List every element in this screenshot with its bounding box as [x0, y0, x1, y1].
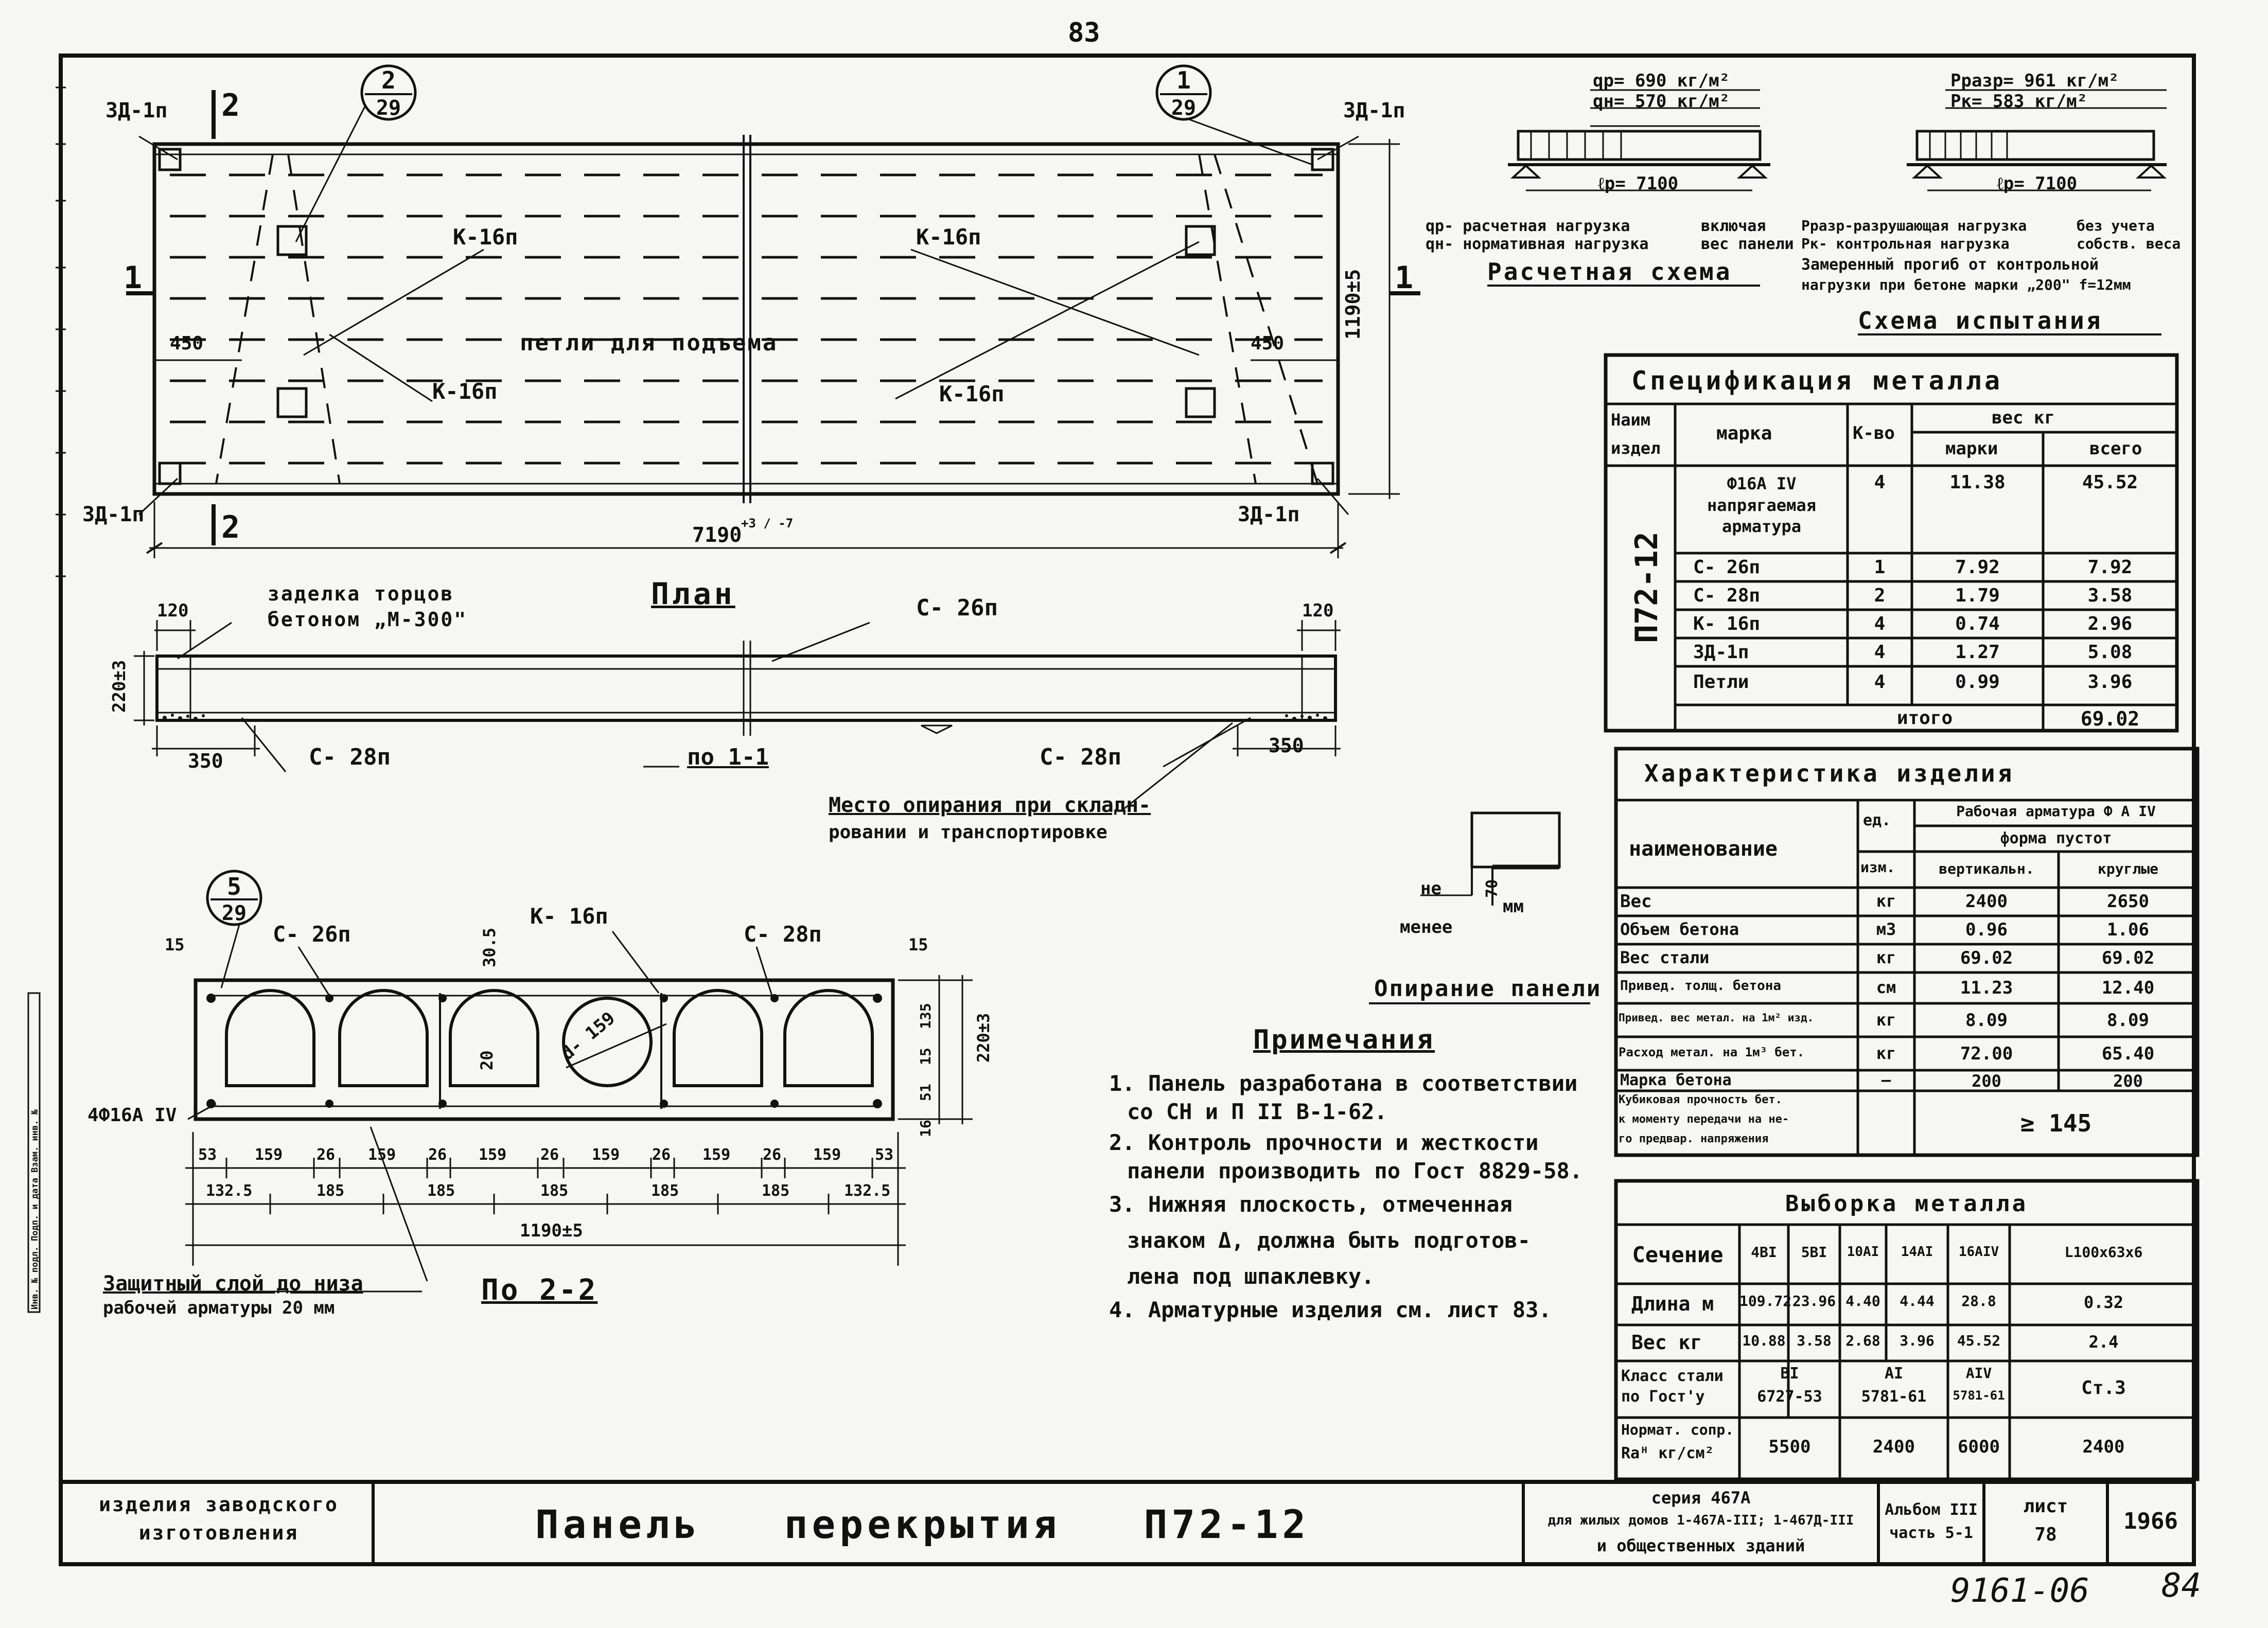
dim-185-3: 185	[540, 1182, 569, 1200]
bottom-page-number: 84	[2161, 1567, 2202, 1605]
dim-159-6: 159	[813, 1146, 841, 1164]
c28-label-right: С- 28п	[1040, 744, 1121, 770]
spec-qty: 2	[1874, 585, 1886, 606]
spec-qty: 4	[1874, 642, 1886, 663]
bottom-reference: 9161-06	[1950, 1572, 2089, 1610]
dim-20: 20	[477, 1050, 497, 1070]
note-line-1: 1. Панель разработана в соответствии	[1109, 1071, 1578, 1096]
note-line-3: 2. Контроль прочности и жесткости	[1109, 1130, 1539, 1155]
note-line-4: панели производить по Гост 8829-58.	[1127, 1158, 1583, 1183]
steel-norm-3: 6000	[1958, 1437, 2000, 1457]
dim-53-left: 53	[198, 1146, 217, 1164]
dim-26-5: 26	[763, 1146, 782, 1164]
char-h-group-1: Рабочая арматура Ф А IV	[1956, 803, 2156, 820]
steel-length-6: 0.32	[2083, 1293, 2124, 1312]
spec-total: 5.08	[2087, 642, 2133, 663]
spec-h-weight: вес кг	[1992, 408, 2055, 428]
dim-15-left: 15	[165, 935, 185, 954]
char-row-v1: 69.02	[1960, 948, 2013, 968]
spec-weight: 7.92	[1955, 557, 2000, 578]
dim-section22-height: 220±3	[974, 1013, 993, 1063]
calc-note-brace-2: вес панели	[1701, 235, 1794, 253]
notes-title: Примечания	[1253, 1024, 1435, 1055]
test-span-label: ℓр= 7100	[1997, 173, 2078, 194]
test-pr-label: Рразр= 961 кг/м²	[1950, 70, 2119, 91]
spec-h-name-2: издел	[1611, 438, 1661, 458]
calc-qn-label: qн= 570 кг/м²	[1593, 91, 1730, 112]
dim-section-height: 220±3	[109, 660, 130, 713]
dim-350-left: 350	[188, 750, 223, 772]
spec-weight: 0.74	[1955, 613, 2000, 634]
steel-length-2: 23.96	[1792, 1293, 1836, 1310]
char-row-v2: 1.06	[2107, 919, 2149, 940]
c26-label-section11: С- 26п	[916, 595, 998, 621]
steel-table-title: Выборка металла	[1785, 1191, 2029, 1217]
dim-53-right: 53	[875, 1146, 894, 1164]
note-line-8: 4. Арматурные изделия см. лист 83.	[1109, 1297, 1552, 1322]
album-line-2: часть 5-1	[1889, 1524, 1973, 1542]
void-diameter-label: d- 159	[557, 1007, 619, 1065]
steel-class-b1: ВI	[1780, 1365, 1799, 1383]
steel-class-label-1: Класс стали	[1621, 1367, 1724, 1385]
spec-qty: 4	[1874, 671, 1886, 693]
calc-note-brace-1: включая	[1701, 217, 1766, 235]
end-sealing-label-2: бетоном „М-300"	[268, 608, 468, 631]
steel-norm-label-2: Rаᴴ кг/см²	[1621, 1444, 1714, 1462]
top-page-number: 83	[1068, 17, 1100, 48]
steel-class-b1-gost: 6727-53	[1757, 1388, 1822, 1406]
dim-185-2: 185	[427, 1182, 455, 1200]
steel-norm-4: 2400	[2082, 1437, 2125, 1457]
dim-section22-total: 1190±5	[520, 1220, 583, 1241]
plan-view	[126, 66, 1420, 558]
dim-plan-length: 7190	[692, 523, 742, 547]
sheet-label: лист	[2023, 1496, 2068, 1517]
steel-weight-5: 45.52	[1957, 1332, 2001, 1349]
support-note-line-2: ровании и транспортировке	[829, 822, 1107, 843]
factory-line-1: изделия заводского	[99, 1493, 339, 1516]
dim-350-right: 350	[1269, 734, 1304, 757]
note-line-2: со СН и П II В-1-62.	[1127, 1099, 1387, 1124]
note-line-6: знаком Δ, должна быть подготов-	[1127, 1228, 1531, 1253]
test-scheme-title: Схема испытания	[1858, 307, 2103, 334]
test-note-1: Рразр-разрушающая нагрузка	[1801, 217, 2027, 234]
dim-120-right: 120	[1302, 600, 1334, 621]
char-row-v2: 200	[2113, 1071, 2143, 1091]
char-row-v2: 12.40	[2101, 978, 2155, 998]
support-note-line-1: Место опирания при складн-	[829, 793, 1151, 817]
year: 1966	[2123, 1508, 2178, 1534]
test-note-brace-2: собств. веса	[2077, 235, 2181, 252]
char-h-unit-2: изм.	[1860, 859, 1895, 876]
series-line-3: и общественных зданий	[1596, 1536, 1805, 1555]
spec-qty: 1	[1874, 557, 1886, 578]
dim-26-3: 26	[540, 1146, 559, 1164]
support-detail-title: Опирание панели	[1374, 976, 1602, 1002]
dim-15-right: 15	[908, 935, 928, 954]
spec-total: 3.58	[2087, 585, 2133, 606]
spec-h-weight-mark: марки	[1945, 438, 1998, 459]
char-row-name: Вес	[1620, 891, 1652, 912]
steel-class-label-2: по Гост'у	[1621, 1388, 1705, 1406]
steel-weight-label: Вес кг	[1631, 1331, 1702, 1354]
k16-label-1: К-16п	[453, 224, 518, 250]
callout-1-number: 1	[1176, 66, 1191, 94]
steel-weight-2: 3.58	[1797, 1332, 1832, 1349]
dim-159-5: 159	[702, 1146, 731, 1164]
rebar-label-section22: 4Ф16А IV	[87, 1105, 177, 1126]
spec-h-qty: К-во	[1853, 423, 1895, 444]
spec-mark: С- 26п	[1693, 557, 1761, 578]
series-line-2: для жилых домов 1-467А-III; 1-467Д-III	[1548, 1513, 1854, 1528]
dim-26-4: 26	[652, 1146, 671, 1164]
callout-2-number: 2	[381, 66, 396, 94]
char-row-unit: кг	[1876, 1010, 1896, 1030]
steel-col-4bi: 4ВI	[1751, 1244, 1777, 1261]
c28-label-left: С- 28п	[309, 744, 391, 770]
calc-span-label: ℓр= 7100	[1598, 173, 1679, 194]
spec-weight: 1.27	[1955, 642, 2000, 663]
dim-plan-length-tol: +3 / -7	[741, 516, 794, 530]
dim-185-4: 185	[651, 1182, 679, 1200]
anchor-label-tl: 3Д-1п	[106, 99, 168, 122]
support-dim: 70	[1483, 879, 1501, 898]
support-mm: мм	[1503, 896, 1524, 917]
section-mark-1-left: 1	[124, 260, 143, 296]
char-row-unit: —	[1881, 1071, 1891, 1089]
factory-line-2: изготовления	[138, 1521, 299, 1544]
steel-weight-1: 10.88	[1742, 1332, 1786, 1349]
char-row-unit: кг	[1876, 948, 1896, 967]
calc-qp-label: qр= 690 кг/м²	[1593, 70, 1730, 91]
dim-120-left: 120	[157, 600, 189, 621]
spec-h-weight-total: всего	[2089, 438, 2142, 459]
anchor-label-br: 3Д-1п	[1238, 503, 1300, 526]
steel-col-10ai: 10АI	[1847, 1244, 1879, 1260]
char-row-name: Объем бетона	[1620, 919, 1739, 939]
spec-total: 2.96	[2087, 613, 2133, 634]
steel-col-14ai: 14АI	[1901, 1244, 1933, 1260]
char-row-v1: 0.96	[1965, 919, 2008, 940]
k16-label-4: К-16п	[939, 381, 1005, 406]
char-row-v2: 2650	[2107, 891, 2149, 912]
calc-note-2: qн- нормативная нагрузка	[1426, 235, 1649, 253]
steel-norm-label-1: Нормат. сопр.	[1621, 1421, 1734, 1438]
spec-total-label: итого	[1896, 707, 1953, 729]
steel-length-1: 109.72	[1739, 1293, 1792, 1310]
anchor-label-bl: 3Д-1п	[82, 503, 145, 526]
spec-mark: С- 28п	[1693, 585, 1761, 606]
char-table-title: Характеристика изделия	[1644, 759, 2015, 787]
spec-total: 45.52	[2082, 472, 2138, 493]
char-h-unit-1: ед.	[1863, 811, 1891, 829]
dim-132-5-right: 132.5	[844, 1182, 891, 1200]
spec-mark: К- 16п	[1693, 613, 1761, 634]
char-row-v1: 8.09	[1965, 1010, 2008, 1031]
test-scheme-diagram	[1858, 90, 2167, 334]
dim-159-4: 159	[592, 1146, 620, 1164]
char-h-col-vertical: вертикальн.	[1939, 860, 2034, 877]
steel-col-16aiv: 16АIV	[1958, 1244, 1999, 1260]
steel-weight-6: 2.4	[2088, 1332, 2119, 1352]
dim-185-5: 185	[762, 1182, 790, 1200]
steel-class-a4: АIV	[1965, 1365, 1992, 1382]
test-note-2: Рк- контрольная нагрузка	[1801, 235, 2010, 252]
dim-right-135: 135	[917, 1003, 934, 1029]
char-row-unit: см	[1876, 978, 1896, 997]
char-row-unit: кг	[1876, 1043, 1896, 1063]
spec-weight: 0.99	[1955, 671, 2000, 693]
char-last-value: ≥ 145	[2020, 1109, 2092, 1137]
test-pk-label: Рк= 583 кг/м²	[1950, 91, 2088, 112]
dim-right-15: 15	[917, 1048, 934, 1065]
section-2-2-title: По 2-2	[481, 1273, 598, 1307]
char-row-unit: кг	[1876, 891, 1896, 911]
spec-total: 3.96	[2087, 671, 2133, 693]
dim-right-16: 16	[917, 1120, 934, 1137]
dim-right-51: 51	[917, 1084, 934, 1101]
steel-length-4: 4.44	[1900, 1293, 1935, 1310]
steel-class-a4-gost: 5781-61	[1953, 1388, 2005, 1403]
steel-weight-3: 2.68	[1845, 1332, 1880, 1349]
dim-185-1: 185	[317, 1182, 345, 1200]
section-1-1-view	[134, 620, 1341, 810]
spec-qty: 4	[1874, 472, 1886, 493]
char-row-v1: 200	[1972, 1071, 2001, 1091]
support-ne: не	[1420, 878, 1441, 899]
calc-note-1: qр- расчетная нагрузка	[1426, 217, 1630, 235]
char-row-name: Марка бетона	[1620, 1071, 1732, 1089]
steel-col-5bi: 5ВI	[1801, 1244, 1827, 1261]
steel-norm-2: 2400	[1873, 1437, 1915, 1457]
dim-26-1: 26	[317, 1146, 336, 1164]
spec-grand-total: 69.02	[2080, 707, 2140, 730]
steel-norm-1: 5500	[1768, 1437, 1811, 1457]
spec-h-mark: марка	[1716, 423, 1772, 444]
dim-159-3: 159	[479, 1146, 507, 1164]
steel-weight-4: 3.96	[1900, 1332, 1935, 1349]
dim-450-right: 450	[1251, 333, 1285, 354]
anchor-label-tr: 3Д-1п	[1343, 99, 1405, 122]
steel-length-label: Длина м	[1631, 1293, 1714, 1315]
char-row-v2: 65.40	[2101, 1043, 2155, 1064]
callout-5-sheet: 29	[221, 901, 247, 925]
series-line-1: серия 467А	[1651, 1488, 1751, 1508]
char-row-v1: 2400	[1965, 891, 2008, 912]
callout-2-sheet: 29	[376, 96, 401, 120]
spec-qty: 4	[1874, 613, 1886, 634]
char-last-line-3: го предвар. напряжения	[1619, 1132, 1769, 1145]
steel-col-angle: L100x63x6	[2064, 1244, 2143, 1261]
steel-h-section: Сечение	[1632, 1242, 1724, 1267]
char-row-name: Привед. вес метал. на 1м² изд.	[1619, 1012, 1814, 1024]
k16-label-section22: К- 16п	[530, 904, 608, 929]
support-menee: менее	[1400, 917, 1453, 937]
k16-label-3: К-16п	[432, 379, 498, 404]
steel-class-a1: АI	[1884, 1365, 1904, 1383]
char-row-v1: 11.23	[1960, 978, 2013, 998]
note-line-5: 3. Нижняя плоскость, отмеченная	[1109, 1192, 1513, 1217]
char-h-col-round: круглые	[2097, 860, 2158, 877]
end-sealing-label-1: заделка торцов	[268, 582, 454, 605]
char-row-name: Вес стали	[1620, 948, 1710, 967]
char-row-name: Привед. толщ. бетона	[1620, 978, 1782, 994]
k16-label-2: К-16п	[916, 224, 981, 250]
note-line-7: лена под шпаклевку.	[1127, 1264, 1375, 1289]
steel-class-st3: Ст.3	[2081, 1377, 2126, 1399]
section-mark-1-right: 1	[1395, 260, 1414, 296]
char-last-line-2: к моменту передачи на не-	[1619, 1113, 1789, 1126]
section-1-1-title: по 1-1	[687, 744, 769, 770]
c26-label-section22: С- 26п	[273, 922, 351, 947]
album-line-1: Альбом III	[1885, 1501, 1978, 1519]
cover-note-line-1: Защитный слой до низа	[103, 1272, 363, 1296]
char-last-line-1: Кубиковая прочность бет.	[1619, 1093, 1782, 1106]
char-row-v2: 8.09	[2107, 1010, 2149, 1031]
section-mark-2-bottom: 2	[221, 509, 240, 545]
spec-mark: Петли	[1693, 671, 1749, 693]
steel-class-a1-gost: 5781-61	[1861, 1388, 1927, 1406]
char-row-unit: м3	[1876, 919, 1896, 939]
spec-h-name-1: Наим	[1611, 410, 1651, 430]
spec-table-title: Спецификация металла	[1631, 366, 2003, 396]
steel-length-5: 28.8	[1961, 1293, 1996, 1310]
callout-5-number: 5	[227, 873, 241, 900]
sheet-number: 78	[2034, 1524, 2057, 1545]
dim-450-left: 450	[170, 333, 204, 354]
char-row-v1: 72.00	[1960, 1043, 2013, 1064]
char-row-v2: 69.02	[2101, 948, 2155, 968]
char-row-name: Расход метал. на 1м³ бет.	[1619, 1045, 1805, 1059]
spec-weight: 11.38	[1949, 472, 2006, 493]
plan-title: План	[651, 576, 735, 611]
callout-1-sheet: 29	[1171, 96, 1197, 120]
test-note-4: нагрузки при бетоне марки „200" f=12мм	[1801, 276, 2131, 293]
c28-label-section22: С- 28п	[744, 922, 822, 947]
support-detail-diagram	[1369, 813, 1590, 1003]
spec-mark: Ф16А IV напрягаемая арматура	[1707, 474, 1816, 537]
spec-mark: 3Д-1п	[1693, 642, 1749, 663]
cover-note-line-2: рабочей арматуры 20 мм	[103, 1298, 335, 1318]
test-note-3: Замеренный прогиб от контрольной	[1801, 256, 2099, 274]
test-note-brace-1: без учета	[2077, 217, 2155, 234]
calc-scheme-title: Расчетная схема	[1487, 258, 1732, 286]
lifting-loops-label: петли для подъема	[520, 330, 778, 356]
dim-159-1: 159	[255, 1146, 283, 1164]
dim-132-5-left: 132.5	[206, 1182, 253, 1200]
spec-product-label: П72-12	[1629, 532, 1665, 643]
section-mark-2-top: 2	[221, 87, 240, 123]
steel-length-3: 4.40	[1845, 1293, 1880, 1310]
dim-plan-height: 1190±5	[1342, 269, 1364, 340]
spec-total: 7.92	[2087, 557, 2133, 578]
dim-26-2: 26	[428, 1146, 447, 1164]
main-title: Панель перекрытия П72-12	[535, 1501, 1310, 1547]
side-stamp: Инв. № подл. Подп. и дата Взам. инв. №	[30, 1109, 40, 1310]
dim-30-5: 30.5	[480, 927, 499, 967]
char-h-group-2: форма пустот	[2000, 829, 2112, 847]
spec-weight: 1.79	[1955, 585, 2000, 606]
dim-159-2: 159	[368, 1146, 396, 1164]
char-h-name: наименование	[1629, 837, 1778, 861]
